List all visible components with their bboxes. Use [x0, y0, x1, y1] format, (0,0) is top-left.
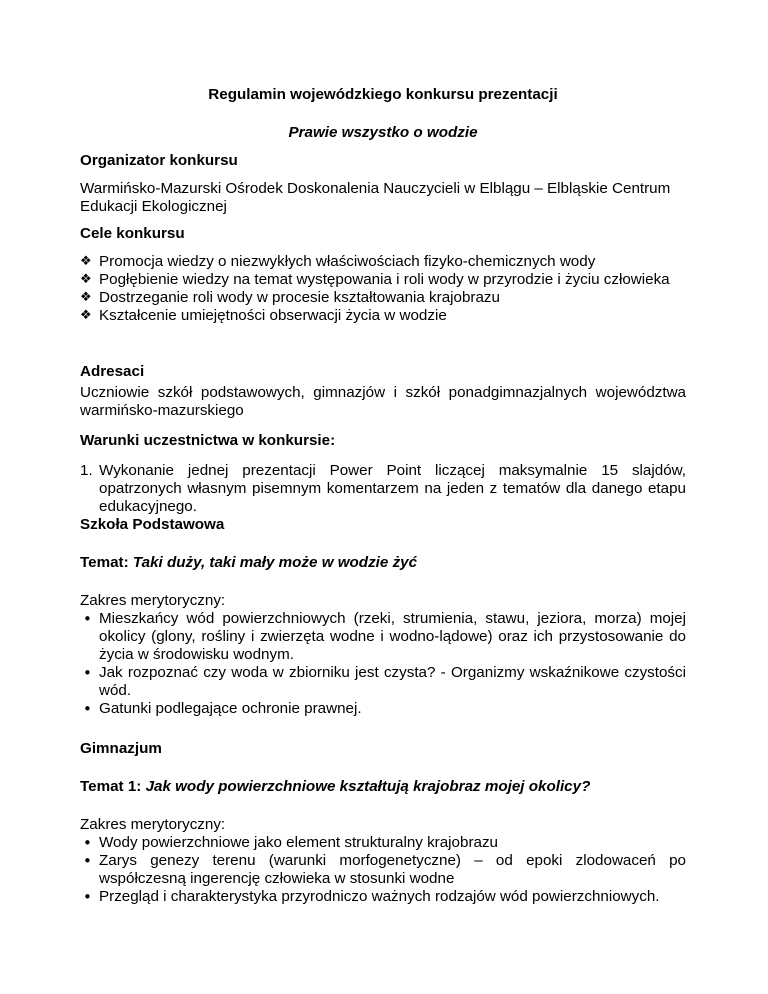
list-item: • Zarys genezy terenu (warunki morfogenetyczne) – od epoki zlodowaceń po współczesną ingerencję człowieka w stosunki wodne [80, 852, 686, 888]
middle-scope-label: Zakres merytoryczny: [80, 816, 226, 833]
middle-topic [80, 778, 686, 796]
list-item [80, 462, 686, 516]
primary-scope-label: Zakres merytoryczny: [80, 592, 226, 609]
topic-label: Temat 1: [80, 778, 142, 795]
middle-heading: Gimnazjum [80, 740, 162, 757]
list-item: • Jak rozpoznać czy woda w zbiorniku jest czysta? - Organizmy wskaźnikowe czystości wód. [80, 664, 686, 700]
list-item: ❖ Dostrzeganie roli wody w procesie kształtowania krajobrazu [80, 289, 686, 307]
topic-label: Temat: [80, 554, 129, 571]
document-subtitle: Prawie wszystko o wodzie [288, 124, 478, 141]
list-item: ❖ Promocja wiedzy o niezwykłych właściwościach fizyko-chemicznych wody [80, 253, 686, 271]
list-item-text: Wykonanie jednej prezentacji Power Point liczącej maksymalnie 15 slajdów, opatrzonych własnym pisemnym komentarzem na jeden z tematów dla danego etapu edukacyjnego. [99, 462, 686, 515]
goals-list [80, 253, 686, 325]
list-item: ❖ Kształcenie umiejętności obserwacji życia w wodzie [80, 307, 686, 325]
topic-text: Jak wody powierzchniowe kształtują krajobraz mojej okolicy? [145, 778, 591, 795]
list-item: • Gatunki podlegające ochronie prawnej. [80, 700, 686, 718]
conditions-list [80, 462, 686, 516]
conditions-heading: Warunki uczestnictwa w konkursie: [80, 432, 336, 449]
audience-text: Uczniowie szkół podstawowych, gimnazjów i szkół ponadgimnazjalnych województwa warmińsko-mazurskiego [80, 384, 686, 419]
primary-topic [80, 554, 686, 572]
organizer-heading: Organizator konkursu [80, 152, 238, 169]
list-item: • Mieszkańcy wód powierzchniowych (rzeki, strumienia, stawu, jeziora, morza) mojej okolicy (glony, rośliny i zwierzęta wodne i wodno-lądowe) oraz ich przystosowanie do życia w środowisku wodnym. [80, 610, 686, 664]
list-item: • Przegląd i charakterystyka przyrodniczo ważnych rodzajów wód powierzchniowych. [80, 888, 686, 906]
audience-heading: Adresaci [80, 363, 145, 380]
primary-scope-list [80, 610, 686, 718]
topic-text: Taki duży, taki mały może w wodzie żyć [132, 554, 418, 571]
list-item-number: 1. [80, 462, 93, 479]
goals-heading: Cele konkursu [80, 225, 185, 242]
middle-scope-list [80, 834, 686, 906]
organizer-text: Warmińsko-Mazurski Ośrodek Doskonalenia Nauczycieli w Elblągu – Elbląskie Centrum Edukacji Ekologicznej [80, 180, 671, 215]
document-title: Regulamin wojewódzkiego konkursu prezentacji [208, 86, 558, 103]
list-item: ❖ Pogłębienie wiedzy na temat występowania i roli wody w przyrodzie i życiu człowieka [80, 271, 686, 289]
list-item: • Wody powierzchniowe jako element strukturalny krajobrazu [80, 834, 686, 852]
primary-heading: Szkoła Podstawowa [80, 516, 225, 533]
